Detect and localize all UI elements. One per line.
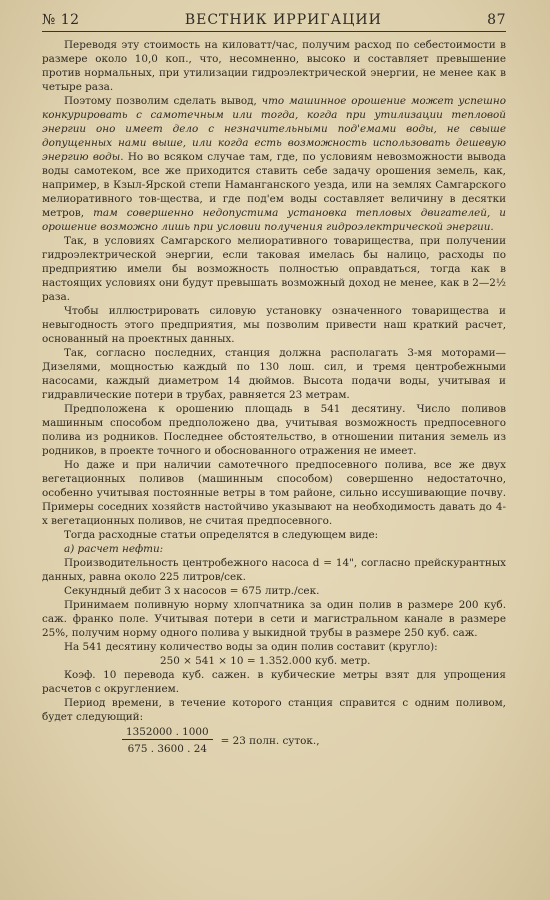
issue-number: № 12 (42, 12, 80, 28)
fraction (122, 726, 213, 755)
fraction-numerator: 1352000 . 1000 (122, 726, 213, 740)
page-number: 87 (487, 12, 506, 28)
paragraph-5: Так, согласно последних, станция должна располагать 3-мя моторами—Дизелями, мощностью каждый по 130 лош. сил, и тремя центробежными насосами, каждый диаметром 14 дюймов. Высота подачи воды, учитывая и гидравлические потери в трубах, равняется 23 метрам. (42, 347, 506, 401)
journal-title: ВЕСТНИК ИРРИГАЦИИ (184, 12, 382, 28)
time-period-formula (42, 726, 506, 755)
paragraph-1: Переводя эту стоимость на киловатт/час, получим расход по себестоимости в размере около 10,0 коп., что, несомненно, высоко и составляет превышение против нормальных, при утилизации гидроэлектрической энергии, не менее как в четыре раза. (42, 39, 506, 93)
paragraph-11: Секундный дебит 3 х насосов = 675 литр./сек. (64, 585, 320, 597)
paragraph-7: Но даже и при наличии самотечного предпосевного полива, все же двух вегетационных поливов (машинным способом) совершенно недостаточно, особенно учитывая постоянные ветры в том районе, сильно иссушивающие почву. Примеры соседних хозяйств настойчиво указывают на необходимость давать до 4-х вегетационных поливов, не считая предпосевного. (42, 459, 506, 527)
p2-middle: Но во всяком случае там, где, по условиям невозможности вывода воды самотеком, все же приходится ставить себе задачу орошения земель, как, например, в Кзыл-Ярской степи Наманганского уезда, или на землях Самгарского мелиоративного тов-щества, и где под'ем воды составляет величину в десятки метров, (42, 151, 506, 219)
subheading-oil-calc: а) расчет нефти: (64, 543, 164, 555)
p2-italic-conclusion-2: там совершенно недопустима установка тепловых двигателей, и орошение возможно лишь при условии получения гидроэлектрической энергии. (42, 207, 507, 233)
p2-start: Поэтому позволим сделать вывод, (64, 95, 262, 107)
page-header (42, 12, 506, 32)
p2-italic-conclusion: что машинное орошение может успешно конкурировать с самотечным или тогда, когда при утилизации тепловой энергии оно имеет дело с незначительными под'емами воды, не свыше допущенных нами выше, или когда есть возможность использовать дешевую энергию воды. (42, 95, 506, 163)
paragraph-13: На 541 десятину количество воды за один полив составит (кругло): (64, 641, 438, 653)
paragraph-4: Чтобы иллюстрировать силовую установку означенного товарищества и невыгодность этого предприятия, мы позволим привести наш краткий расчет, основанный на проектных данных. (42, 305, 506, 345)
paragraph-15: Период времени, в течение которого станция справится с одним поливом, будет следующий: (42, 697, 506, 723)
paragraph-10: Производительность центробежного насоса d = 14", согласно прейскурантных данных, равна около 225 литров/сек. (42, 557, 506, 583)
paragraph-6: Предположена к орошению площадь в 541 десятину. Число поливов машинным способом предположено два, учитывая возможность предпосевного полива из родников. Последнее обстоятельство, в отношении питания земель из родников, в проекте точного и обоснованного отражения не имеет. (42, 403, 506, 457)
fraction-denominator: 675 . 3600 . 24 (127, 743, 207, 755)
paragraph-14: Коэф. 10 перевода куб. сажен. в кубические метры взят для упрощения расчетов с округлением. (42, 669, 506, 695)
paragraph-2 (42, 94, 506, 234)
paragraph-8: Тогда расходные статьи определятся в следующем виде: (64, 529, 379, 541)
paragraph-12: Принимаем поливную норму хлопчатника за один полив в размере 200 куб. саж. франко поле. Учитывая потери в сети и магистральном канале в размере 25%, получим норму одного полива у выкидной трубы в размере 250 куб. саж. (42, 599, 506, 639)
paragraph-3: Так, в условиях Самгарского мелиоративного товарищества, при получении гидроэлектрической энергии, если таковая имелась бы налицо, расходы по предприятию имели бы возможность полностью оправдаться, тогда как в настоящих условиях они будут превышать возможный доход не менее, как в 2—2½ раза. (42, 235, 506, 303)
water-volume-formula: 250 × 541 × 10 = 1.352.000 куб. метр. (160, 655, 371, 667)
fraction-result: = 23 полн. суток., (220, 734, 320, 747)
